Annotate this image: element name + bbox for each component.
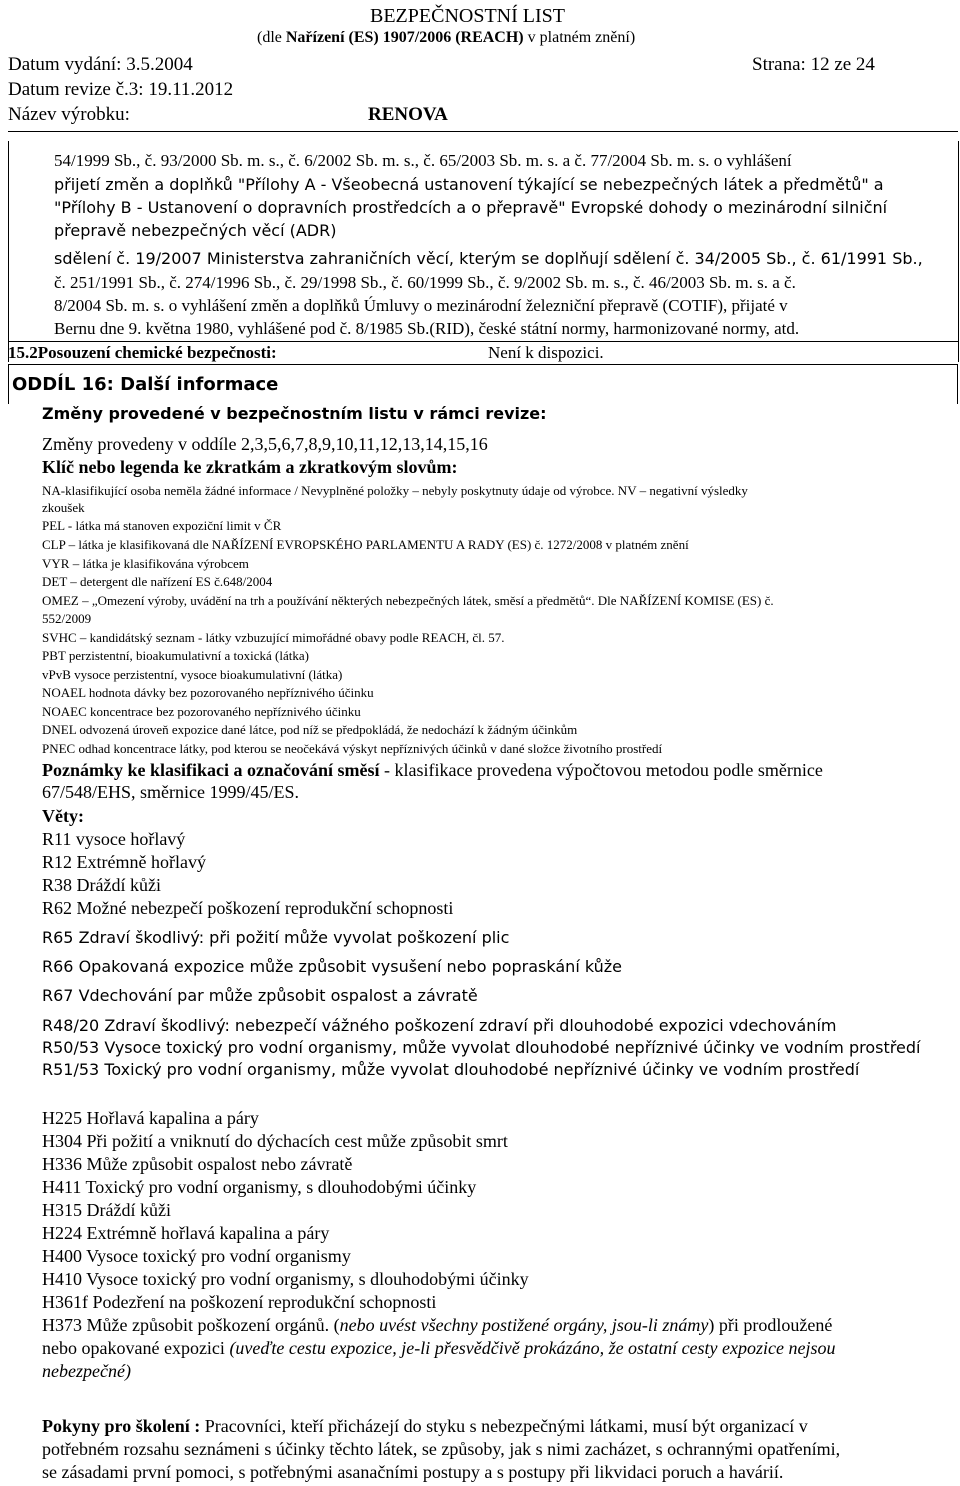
revision-date: Datum revize č.3: 19.11.2012 (8, 79, 234, 100)
notes-label: Poznámky ke klasifikaci a označování směsí (42, 760, 380, 780)
classification-notes (42, 760, 823, 781)
abbreviation-line: SVHC – kandidátský seznam - látky vzbuzující mimořádné obavy podle REACH, čl. 57. (42, 630, 505, 645)
abbreviation-line: NA-klasifikující osoba neměla žádné informace / Nevyplněné položky – nebyly poskytnuty údaje od výrobce. NV – negativní výsledky (42, 483, 748, 498)
r-phrase: R38 Dráždí kůži (42, 875, 161, 895)
abbreviation-line: NOAEC koncentrace bez pozorovaného nepříznivého účinku (42, 704, 361, 719)
abbreviation-line: DET – detergent dle nařízení ES č.648/2004 (42, 574, 273, 589)
document-title: BEZPEČNOSTNÍ LIST (370, 5, 565, 27)
subtitle-prefix: (dle (257, 29, 286, 46)
assessment-label: 15.2Posouzení chemické bezpečnosti: (8, 343, 277, 362)
h-phrase: H336 Může způsobit ospalost nebo závratě (42, 1154, 353, 1174)
r-phrase: R11 vysoce hořlavý (42, 829, 186, 849)
product-name: RENOVA (368, 104, 448, 125)
r-phrase: R51/53 Toxický pro vodní organismy, může vyvolat dlouhodobé nepříznivé účinky ve vodním prostředí (42, 1060, 860, 1079)
abbreviation-line: PEL - látka má stanoven expoziční limit v ČR (42, 518, 282, 533)
h-phrase: H304 Při požití a vniknutí do dýchacích cest může způsobit smrt (42, 1131, 508, 1151)
section15-line: 8/2004 Sb. m. s. o vyhlášení změn a doplňků Úmluvy o mezinárodní železniční přepravě (COTIF), přijaté v (54, 296, 788, 315)
section15-bottom-divider (8, 364, 958, 365)
section16-title: ODDÍL 16: Další informace (12, 374, 279, 395)
section15-line: "Přílohy B - Ustanovení o dopravních prostředcích a o přepravě" Evropské dohody o mezinárodní silniční (54, 198, 888, 217)
h373-phrase-cont (42, 1338, 836, 1359)
section15-line: přepravě nebezpečných věcí (ADR) (54, 221, 337, 240)
h-phrase: H225 Hořlavá kapalina a páry (42, 1108, 259, 1128)
h-phrase: H411 Toxický pro vodní organismy, s dlouhodobými účinky (42, 1177, 477, 1197)
training-text: Pracovníci, kteří přicházejí do styku s nebezpečnými látkami, musí být organizací v (200, 1416, 808, 1436)
r-phrase: R66 Opakovaná expozice může způsobit vysušení nebo popraskání kůže (42, 957, 623, 976)
h-phrase: H410 Vysoce toxický pro vodní organismy, s dlouhodobými účinky (42, 1269, 529, 1289)
abbreviation-line: 552/2009 (42, 611, 92, 626)
abbreviation-line: OMEZ – „Omezení výroby, uvádění na trh a používání některých nebezpečných látek, směsí a předmětů“. Dle NAŘÍZENÍ KOMISE (ES) č. (42, 593, 774, 608)
r-phrase: R62 Možné nebezpečí poškození reprodukční schopnosti (42, 898, 454, 918)
subtitle-suffix: v platném znění) (523, 29, 636, 46)
r-phrase: R67 Vdechování par může způsobit ospalost a závratě (42, 986, 478, 1005)
h-phrase: H361f Podezření na poškození reprodukční schopnosti (42, 1292, 437, 1312)
training-text-line: potřebném rozsahu seznámeni s účinky těchto látek, se způsoby, jak s nimi zacházet, s ochrannými opatřeními, (42, 1439, 841, 1459)
h373-note: nebo uvést všechny postižené orgány, jsou-li známy (339, 1315, 709, 1335)
document-subtitle (257, 29, 635, 47)
h-phrase: H315 Dráždí kůži (42, 1200, 171, 1220)
abbreviation-line: PNEC odhad koncentrace látky, pod kterou se neočekává výskyt nepříznivých účinků v dané složce životního prostředí (42, 741, 663, 756)
abbreviation-line: zkoušek (42, 500, 85, 515)
abbreviation-line: DNEL odvozená úroveň expozice dané látce, pod níž se předpokládá, že nedochází k žádným účinkům (42, 722, 578, 737)
r-phrase: R65 Zdraví škodlivý: při požití může vyvolat poškození plic (42, 928, 510, 947)
abbreviation-line: vPvB vysoce perzistentní, vysoce bioakumulativní (látka) (42, 667, 343, 682)
section15-line: č. 251/1991 Sb., č. 274/1996 Sb., č. 29/1998 Sb., č. 60/1999 Sb., č. 9/2002 Sb. m. s., č. 46/2003 Sb. m. s. a č. (54, 273, 796, 292)
h373-text: H373 Může způsobit poškození orgánů. ( (42, 1315, 340, 1335)
abbreviation-line: NOAEL hodnota dávky bez pozorovaného nepříznivého účinku (42, 685, 374, 700)
section16-rule (957, 364, 958, 404)
h-phrase: H400 Vysoce toxický pro vodní organismy (42, 1246, 351, 1266)
page-number: Strana: 12 ze 24 (752, 54, 875, 75)
abbreviation-line: VYR – látka je klasifikována výrobcem (42, 556, 249, 571)
h373-phrase (42, 1315, 832, 1336)
assessment-value: Není k dispozici. (488, 343, 604, 362)
h-phrase: H224 Extrémně hořlavá kapalina a páry (42, 1223, 330, 1243)
abbreviations-heading: Klíč nebo legenda ke zkratkám a zkratkovým slovům: (42, 457, 458, 477)
training-label: Pokyny pro školení : (42, 1416, 201, 1436)
abbreviation-line: PBT perzistentní, bioakumulativní a toxická (látka) (42, 648, 309, 663)
section15-line: sdělení č. 19/2007 Ministerstva zahraničních věcí, kterým se doplňují sdělení č. 34/2005 Sb., č. 61/1991 Sb., (54, 249, 923, 268)
h373-note-line2: (uveďte cestu expozice, je-li přesvědčivě prokázáno, že ostatní cesty expozice nejsou (229, 1338, 836, 1358)
changes-text: Změny provedeny v oddíle 2,3,5,6,7,8,9,10,11,12,13,14,15,16 (42, 434, 488, 454)
issue-date: Datum vydání: 3.5.2004 (8, 54, 193, 75)
product-label: Název výrobku: (8, 104, 130, 125)
h373-phrase-end: nebezpečné) (42, 1361, 131, 1381)
section16-rule (8, 364, 9, 404)
h373-text-line2: nebo opakované expozici (42, 1338, 230, 1358)
changes-heading: Změny provedené v bezpečnostním listu v rámci revize: (42, 404, 547, 423)
training-text-line: se zásadami první pomoci, s potřebnými asanačními postupy a s postupy při likvidaci poruch a havárií. (42, 1462, 784, 1482)
section15-line: přijetí změn a doplňků "Přílohy A - Všeobecná ustanovení týkající se nebezpečných látek a předmětů" a (54, 175, 884, 194)
classification-notes-cont: 67/548/EHS, směrnice 1999/45/ES. (42, 782, 299, 802)
r-phrase: R48/20 Zdraví škodlivý: nebezpečí vážného poškození zdraví při dlouhodobé expozici vdechováním (42, 1016, 837, 1035)
section15-divider (8, 341, 958, 342)
section15-line: 54/1999 Sb., č. 93/2000 Sb. m. s., č. 6/2002 Sb. m. s., č. 65/2003 Sb. m. s. a č. 77/2004 Sb. m. s. o vyhlášení (54, 151, 792, 170)
subtitle-regulation: Nařízení (ES) 1907/2006 (REACH) (285, 29, 524, 46)
header-divider (8, 131, 958, 132)
notes-text: - klasifikace provedena výpočtovou metodou podle směrnice (379, 760, 823, 780)
r-phrase: R12 Extrémně hořlavý (42, 852, 206, 872)
r-phrase: R50/53 Vysoce toxický pro vodní organismy, může vyvolat dlouhodobé nepříznivé účinky ve vodním prostředí (42, 1038, 921, 1057)
h373-text-cont: ) při prodloužené (708, 1315, 833, 1335)
abbreviation-line: CLP – látka je klasifikovaná dle NAŘÍZENÍ EVROPSKÉHO PARLAMENTU A RADY (ES) č. 1272/2008 v platném znění (42, 537, 689, 552)
phrases-heading: Věty: (42, 806, 84, 826)
section15-line: Bernu dne 9. května 1980, vyhlášené pod č. 8/1985 Sb.(RID), české státní normy, harmonizované normy, atd. (54, 319, 800, 338)
training-instructions (42, 1416, 808, 1437)
